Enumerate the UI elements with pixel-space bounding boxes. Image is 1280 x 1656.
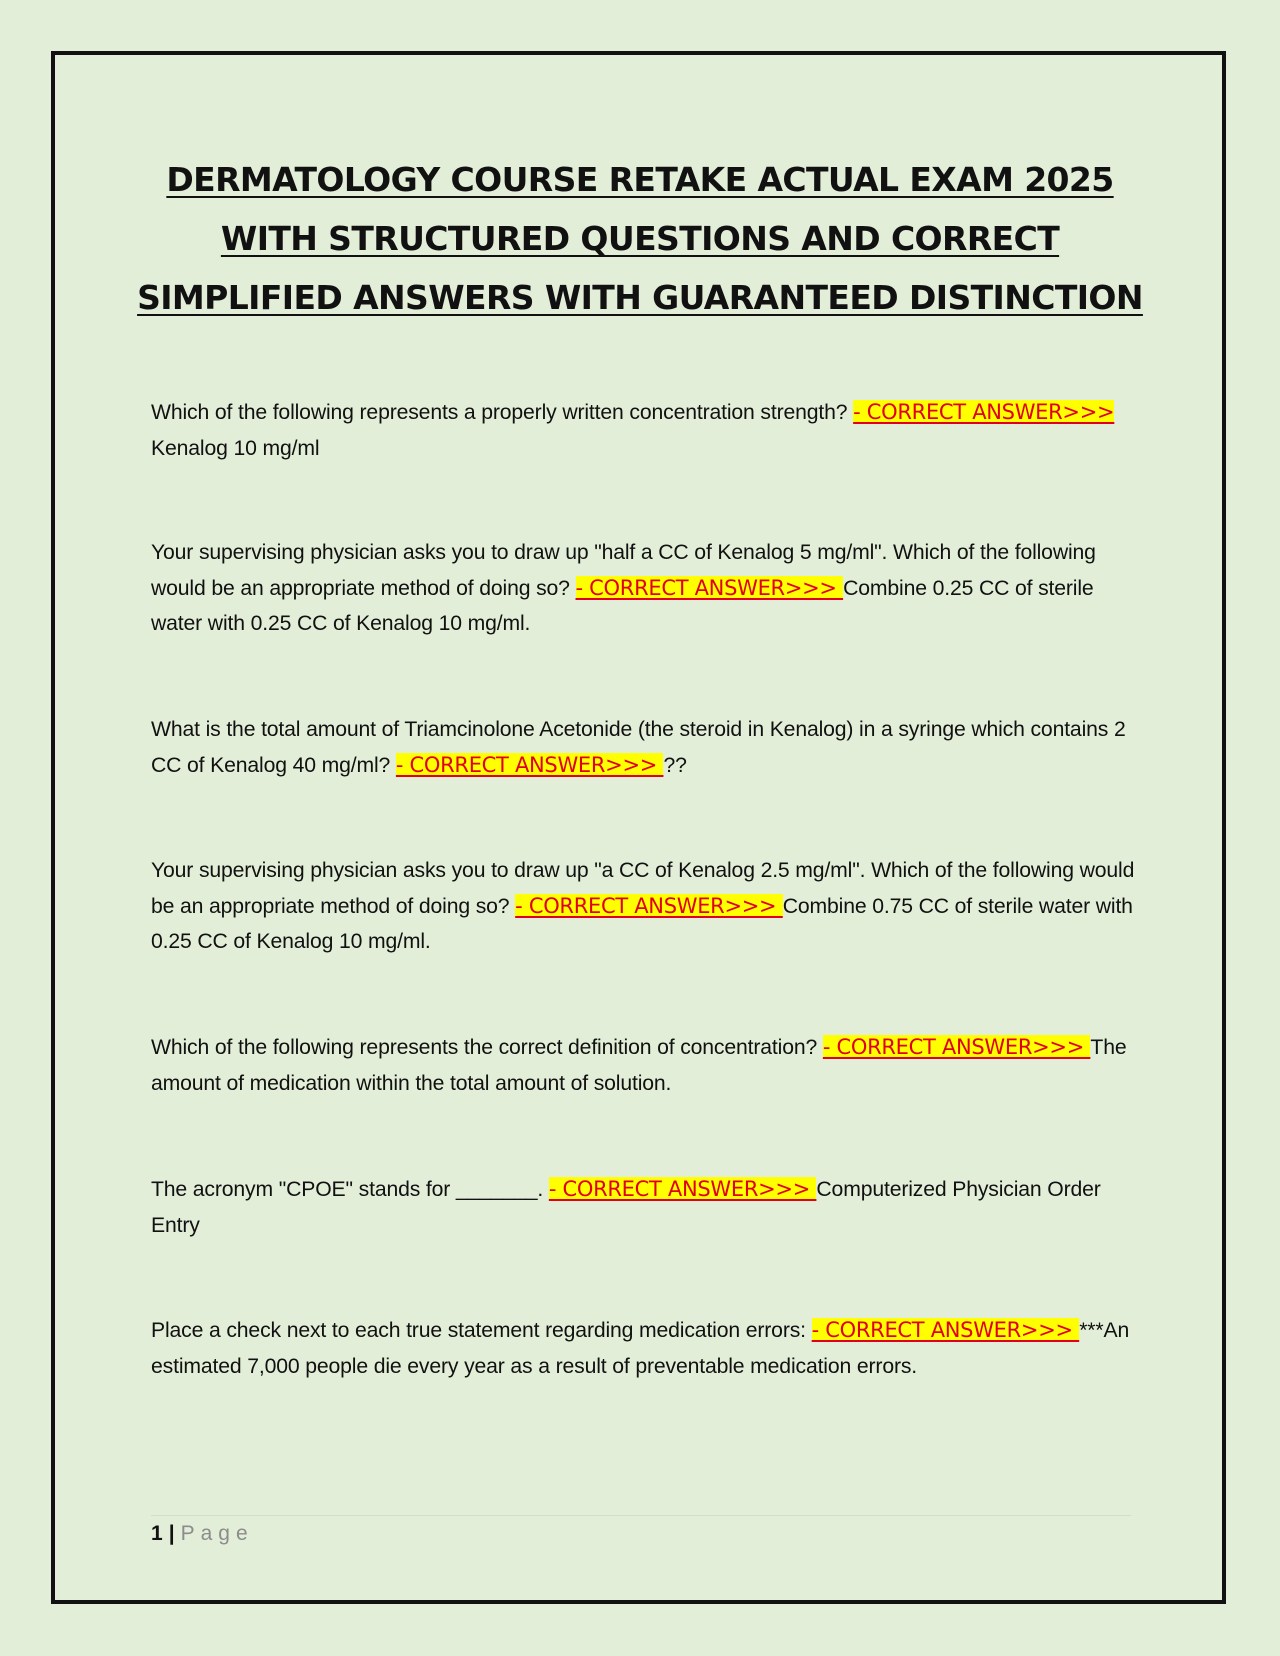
page-number: 1: [151, 1522, 163, 1545]
answer-text: Kenalog 10 mg/ml: [151, 436, 320, 460]
title-line: SIMPLIFIED ANSWERS WITH GUARANTEED DISTINCTION: [137, 278, 1143, 317]
correct-answer-tag: - CORRECT ANSWER>>>: [811, 1318, 1080, 1342]
question-text: What is the total amount of Triamcinolone Acetonide (the steroid in Kenalog) in a syringe which contains 2 CC of Kenalog 40 mg/ml?: [151, 718, 1126, 777]
qa-item: [151, 712, 1141, 783]
answer-text: Computerized Physician Order Entry: [151, 1178, 1101, 1237]
answer-text: ??: [663, 753, 687, 777]
question-text: Your supervising physician asks you to draw up "a CC of Kenalog 2.5 mg/ml". Which of the following would be an appropriate method of doing so?: [151, 859, 1135, 918]
answer-text: Combine 0.25 CC of sterile water with 0.25 CC of Kenalog 10 mg/ml.: [151, 576, 1094, 635]
correct-answer-tag: - CORRECT ANSWER>>>: [395, 752, 664, 777]
answer-text: Combine 0.75 CC of sterile water with 0.25 CC of Kenalog 10 mg/ml.: [151, 894, 1133, 953]
question-text: Place a check next to each true statement regarding medication errors:: [151, 1319, 812, 1342]
correct-answer-tag: - CORRECT ANSWER>>>: [548, 1177, 817, 1201]
page-footer: [151, 1515, 1131, 1546]
correct-answer-tag: - CORRECT ANSWER>>>: [822, 1035, 1091, 1059]
answer-text: The amount of medication within the total amount of solution.: [151, 1036, 1127, 1095]
title-line: WITH STRUCTURED QUESTIONS AND CORRECT: [220, 219, 1060, 258]
question-text: Your supervising physician asks you to draw up "half a CC of Kenalog 5 mg/ml". Which of the following would be an appropriate method of doing so?: [151, 541, 1096, 600]
question-text: The acronym "CPOE" stands for _______.: [151, 1178, 549, 1201]
qa-item: [151, 1313, 1141, 1384]
page-separator: |: [168, 1522, 175, 1545]
qa-item: [151, 395, 1141, 466]
answer-text: ***An estimated 7,000 people die every year as a result of preventable medication errors.: [151, 1319, 1130, 1378]
qa-item: [151, 1030, 1141, 1101]
qa-item: [151, 1172, 1141, 1243]
correct-answer-tag: - CORRECT ANSWER>>>: [575, 575, 844, 600]
page-label: Page: [180, 1522, 254, 1545]
question-text: Which of the following represents a properly written concentration strength?: [151, 401, 854, 424]
correct-answer-tag: - CORRECT ANSWER>>>: [853, 400, 1115, 424]
qa-item: [151, 853, 1141, 960]
qa-item: [151, 535, 1141, 642]
correct-answer-tag: - CORRECT ANSWER>>>: [515, 893, 783, 918]
question-text: Which of the following represents the correct definition of concentration?: [151, 1036, 823, 1059]
title-line: DERMATOLOGY COURSE RETAKE ACTUAL EXAM 2025: [166, 160, 1114, 199]
document-title: [130, 150, 1150, 327]
